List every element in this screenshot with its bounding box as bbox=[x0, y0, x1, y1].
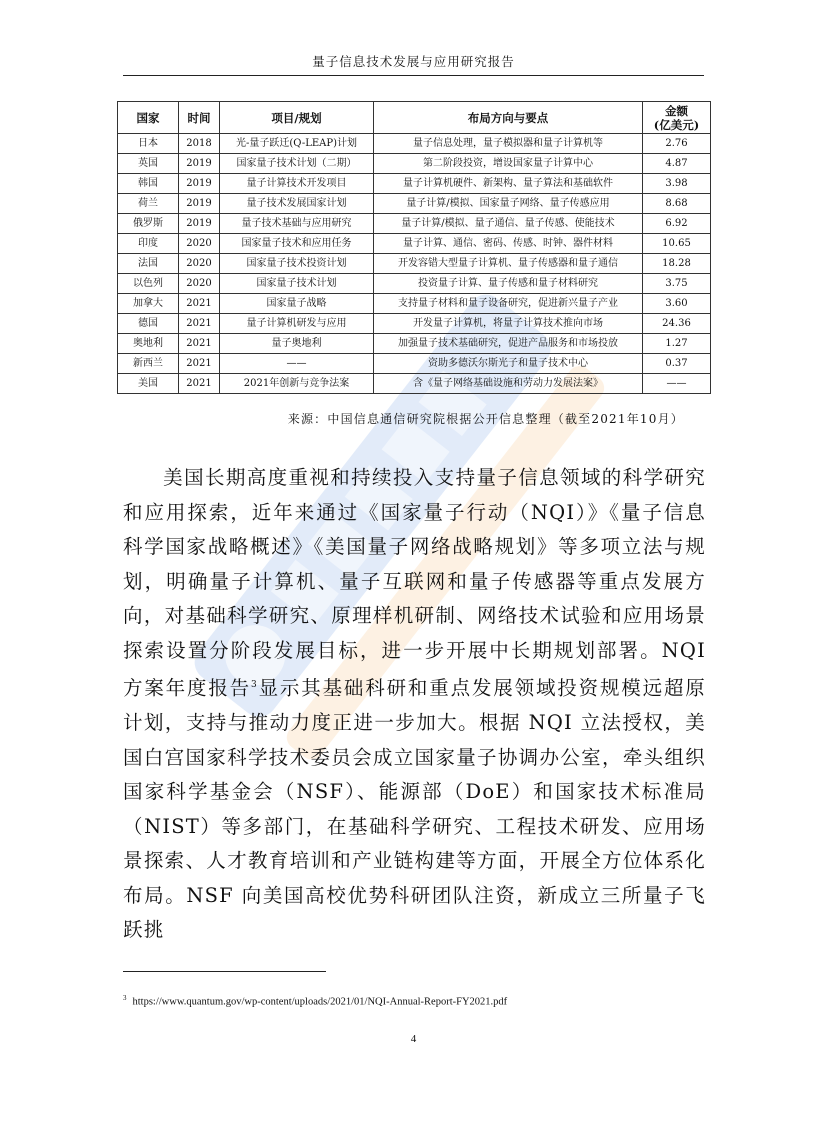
cell-project: 2021年创新与竞争法案 bbox=[220, 374, 374, 394]
cell-year: 2020 bbox=[179, 254, 220, 274]
cell-focus: 支持量子材料和量子设备研究，促进新兴量子产业 bbox=[374, 294, 643, 314]
cell-amount: 4.87 bbox=[643, 154, 711, 174]
table-row bbox=[118, 334, 711, 354]
cell-year: 2018 bbox=[179, 134, 220, 154]
footnote bbox=[123, 994, 507, 1008]
cell-country: 韩国 bbox=[118, 174, 179, 194]
cell-amount: 2.76 bbox=[643, 134, 711, 154]
cell-project: —— bbox=[220, 354, 374, 374]
cell-country: 德国 bbox=[118, 314, 179, 334]
col-header-amount bbox=[643, 102, 711, 134]
cell-project: 国家量子技术投资计划 bbox=[220, 254, 374, 274]
cell-country: 奥地利 bbox=[118, 334, 179, 354]
cell-focus: 投资量子计算、量子传感和量子材料研究 bbox=[374, 274, 643, 294]
cell-project: 量子技术基础与应用研究 bbox=[220, 214, 374, 234]
cell-project: 国家量子技术计划（二期） bbox=[220, 154, 374, 174]
page-number: 4 bbox=[410, 1033, 417, 1045]
cell-amount: 0.37 bbox=[643, 354, 711, 374]
table-row bbox=[118, 234, 711, 254]
cell-year: 2021 bbox=[179, 374, 220, 394]
cell-focus: 开发容错大型量子计算机、量子传感器和量子通信 bbox=[374, 254, 643, 274]
footnote-divider bbox=[123, 971, 326, 972]
cell-focus: 量子计算机硬件、新架构、量子算法和基础软件 bbox=[374, 174, 643, 194]
table-row bbox=[118, 134, 711, 154]
cell-country: 美国 bbox=[118, 374, 179, 394]
cell-focus: 量子计算/模拟、国家量子网络、量子传感应用 bbox=[374, 194, 643, 214]
body-text-part-2: 显示其基础科研和重点发展领域投资规模远超原计划，支持与推动力度正进一步加大。根据 NQI 立法授权，美国白宫国家科学技术委员会成立国家量子协调办公室，牵头组织国家科学基金会（NSF）、能源部（DoE）和国家技术标准局（NIST）等多部门，在基础科学研究、工程技术研发、应用场景探索、人才教育培训和产业链构建等方面，开展全方位体系化布局。NSF 向美国高校优势科研团队注资，新成立三所量子飞跃挑 bbox=[123, 676, 706, 941]
cell-amount: 1.27 bbox=[643, 334, 711, 354]
table-row bbox=[118, 154, 711, 174]
cell-project: 量子技术发展国家计划 bbox=[220, 194, 374, 214]
table-row bbox=[118, 314, 711, 334]
cell-focus: 量子计算、通信、密码、传感、时钟、器件材料 bbox=[374, 234, 643, 254]
col-header-amount-label: 金额 bbox=[665, 103, 688, 118]
cell-amount: 10.65 bbox=[643, 234, 711, 254]
cell-amount: —— bbox=[643, 374, 711, 394]
cell-focus: 量子计算/模拟、量子通信、量子传感、使能技术 bbox=[374, 214, 643, 234]
table-header-row bbox=[118, 102, 711, 134]
header-divider bbox=[123, 75, 704, 76]
table-row bbox=[118, 254, 711, 274]
table-source-note: 来源：中国信息通信研究院根据公开信息整理（截至2021年10月） bbox=[287, 412, 684, 426]
cell-year: 2020 bbox=[179, 234, 220, 254]
page-header: 量子信息技术发展与应用研究报告 bbox=[312, 54, 515, 69]
cell-country: 法国 bbox=[118, 254, 179, 274]
cell-amount: 3.75 bbox=[643, 274, 711, 294]
cell-focus: 开发量子计算机，将量子计算技术推向市场 bbox=[374, 314, 643, 334]
cell-year: 2019 bbox=[179, 154, 220, 174]
body-paragraph bbox=[123, 461, 706, 948]
cell-amount: 18.28 bbox=[643, 254, 711, 274]
cell-year: 2020 bbox=[179, 274, 220, 294]
cell-country: 日本 bbox=[118, 134, 179, 154]
cell-amount: 6.92 bbox=[643, 214, 711, 234]
cell-country: 新西兰 bbox=[118, 354, 179, 374]
table-row bbox=[118, 374, 711, 394]
cell-country: 以色列 bbox=[118, 274, 179, 294]
table-row bbox=[118, 174, 711, 194]
cell-amount: 3.98 bbox=[643, 174, 711, 194]
body-text-part-1: 美国长期高度重视和持续投入支持量子信息领域的科学研究和应用探索，近年来通过《国家量子行动（NQI）》《量子信息科学国家战略概述》《美国量子网络战略规划》等多项立法与规划，明确量子计算机、量子互联网和量子传感器等重点发展方向，对基础科学研究、原理样机研制、网络技术试验和应用场景探索设置分阶段发展目标，进一步开展中长期规划部署。NQI 方案年度报告 bbox=[123, 466, 706, 700]
table-row bbox=[118, 274, 711, 294]
cell-project: 国家量子技术和应用任务 bbox=[220, 234, 374, 254]
investment-table bbox=[117, 101, 711, 394]
cell-country: 印度 bbox=[118, 234, 179, 254]
footnote-number: 3 bbox=[123, 994, 127, 1002]
footnote-url[interactable]: https://www.quantum.gov/wp-content/uploads/2021/01/NQI-Annual-Report-FY2021.pdf bbox=[132, 996, 508, 1008]
cell-project: 国家量子战略 bbox=[220, 294, 374, 314]
table-row bbox=[118, 294, 711, 314]
footnote-reference[interactable]: 3 bbox=[251, 680, 258, 690]
cell-country: 加拿大 bbox=[118, 294, 179, 314]
cell-year: 2019 bbox=[179, 174, 220, 194]
cell-project: 量子计算技术开发项目 bbox=[220, 174, 374, 194]
table-row bbox=[118, 354, 711, 374]
cell-focus: 第二阶段投资，增设国家量子计算中心 bbox=[374, 154, 643, 174]
cell-focus: 资助多德沃尔斯光子和量子技术中心 bbox=[374, 354, 643, 374]
cell-year: 2021 bbox=[179, 294, 220, 314]
cell-year: 2019 bbox=[179, 194, 220, 214]
col-header-focus: 布局方向与要点 bbox=[374, 102, 643, 134]
cell-project: 量子计算机研发与应用 bbox=[220, 314, 374, 334]
cell-year: 2021 bbox=[179, 314, 220, 334]
col-header-project: 项目/规划 bbox=[220, 102, 374, 134]
cell-amount: 24.36 bbox=[643, 314, 711, 334]
cell-year: 2021 bbox=[179, 334, 220, 354]
cell-focus: 量子信息处理，量子模拟器和量子计算机等 bbox=[374, 134, 643, 154]
cell-project: 量子奥地利 bbox=[220, 334, 374, 354]
col-header-amount-unit: (亿美元) bbox=[653, 117, 700, 132]
cell-amount: 3.60 bbox=[643, 294, 711, 314]
col-header-country: 国家 bbox=[118, 102, 179, 134]
cell-focus: 加强量子技术基础研究，促进产品服务和市场投放 bbox=[374, 334, 643, 354]
cell-country: 荷兰 bbox=[118, 194, 179, 214]
table-row bbox=[118, 194, 711, 214]
table-row bbox=[118, 214, 711, 234]
cell-year: 2021 bbox=[179, 354, 220, 374]
cell-country: 英国 bbox=[118, 154, 179, 174]
cell-project: 国家量子技术计划 bbox=[220, 274, 374, 294]
cell-year: 2019 bbox=[179, 214, 220, 234]
cell-focus: 含《量子网络基础设施和劳动力发展法案》 bbox=[374, 374, 643, 394]
cell-amount: 8.68 bbox=[643, 194, 711, 214]
col-header-year: 时间 bbox=[179, 102, 220, 134]
cell-project: 光-量子跃迁(Q-LEAP)计划 bbox=[220, 134, 374, 154]
cell-country: 俄罗斯 bbox=[118, 214, 179, 234]
